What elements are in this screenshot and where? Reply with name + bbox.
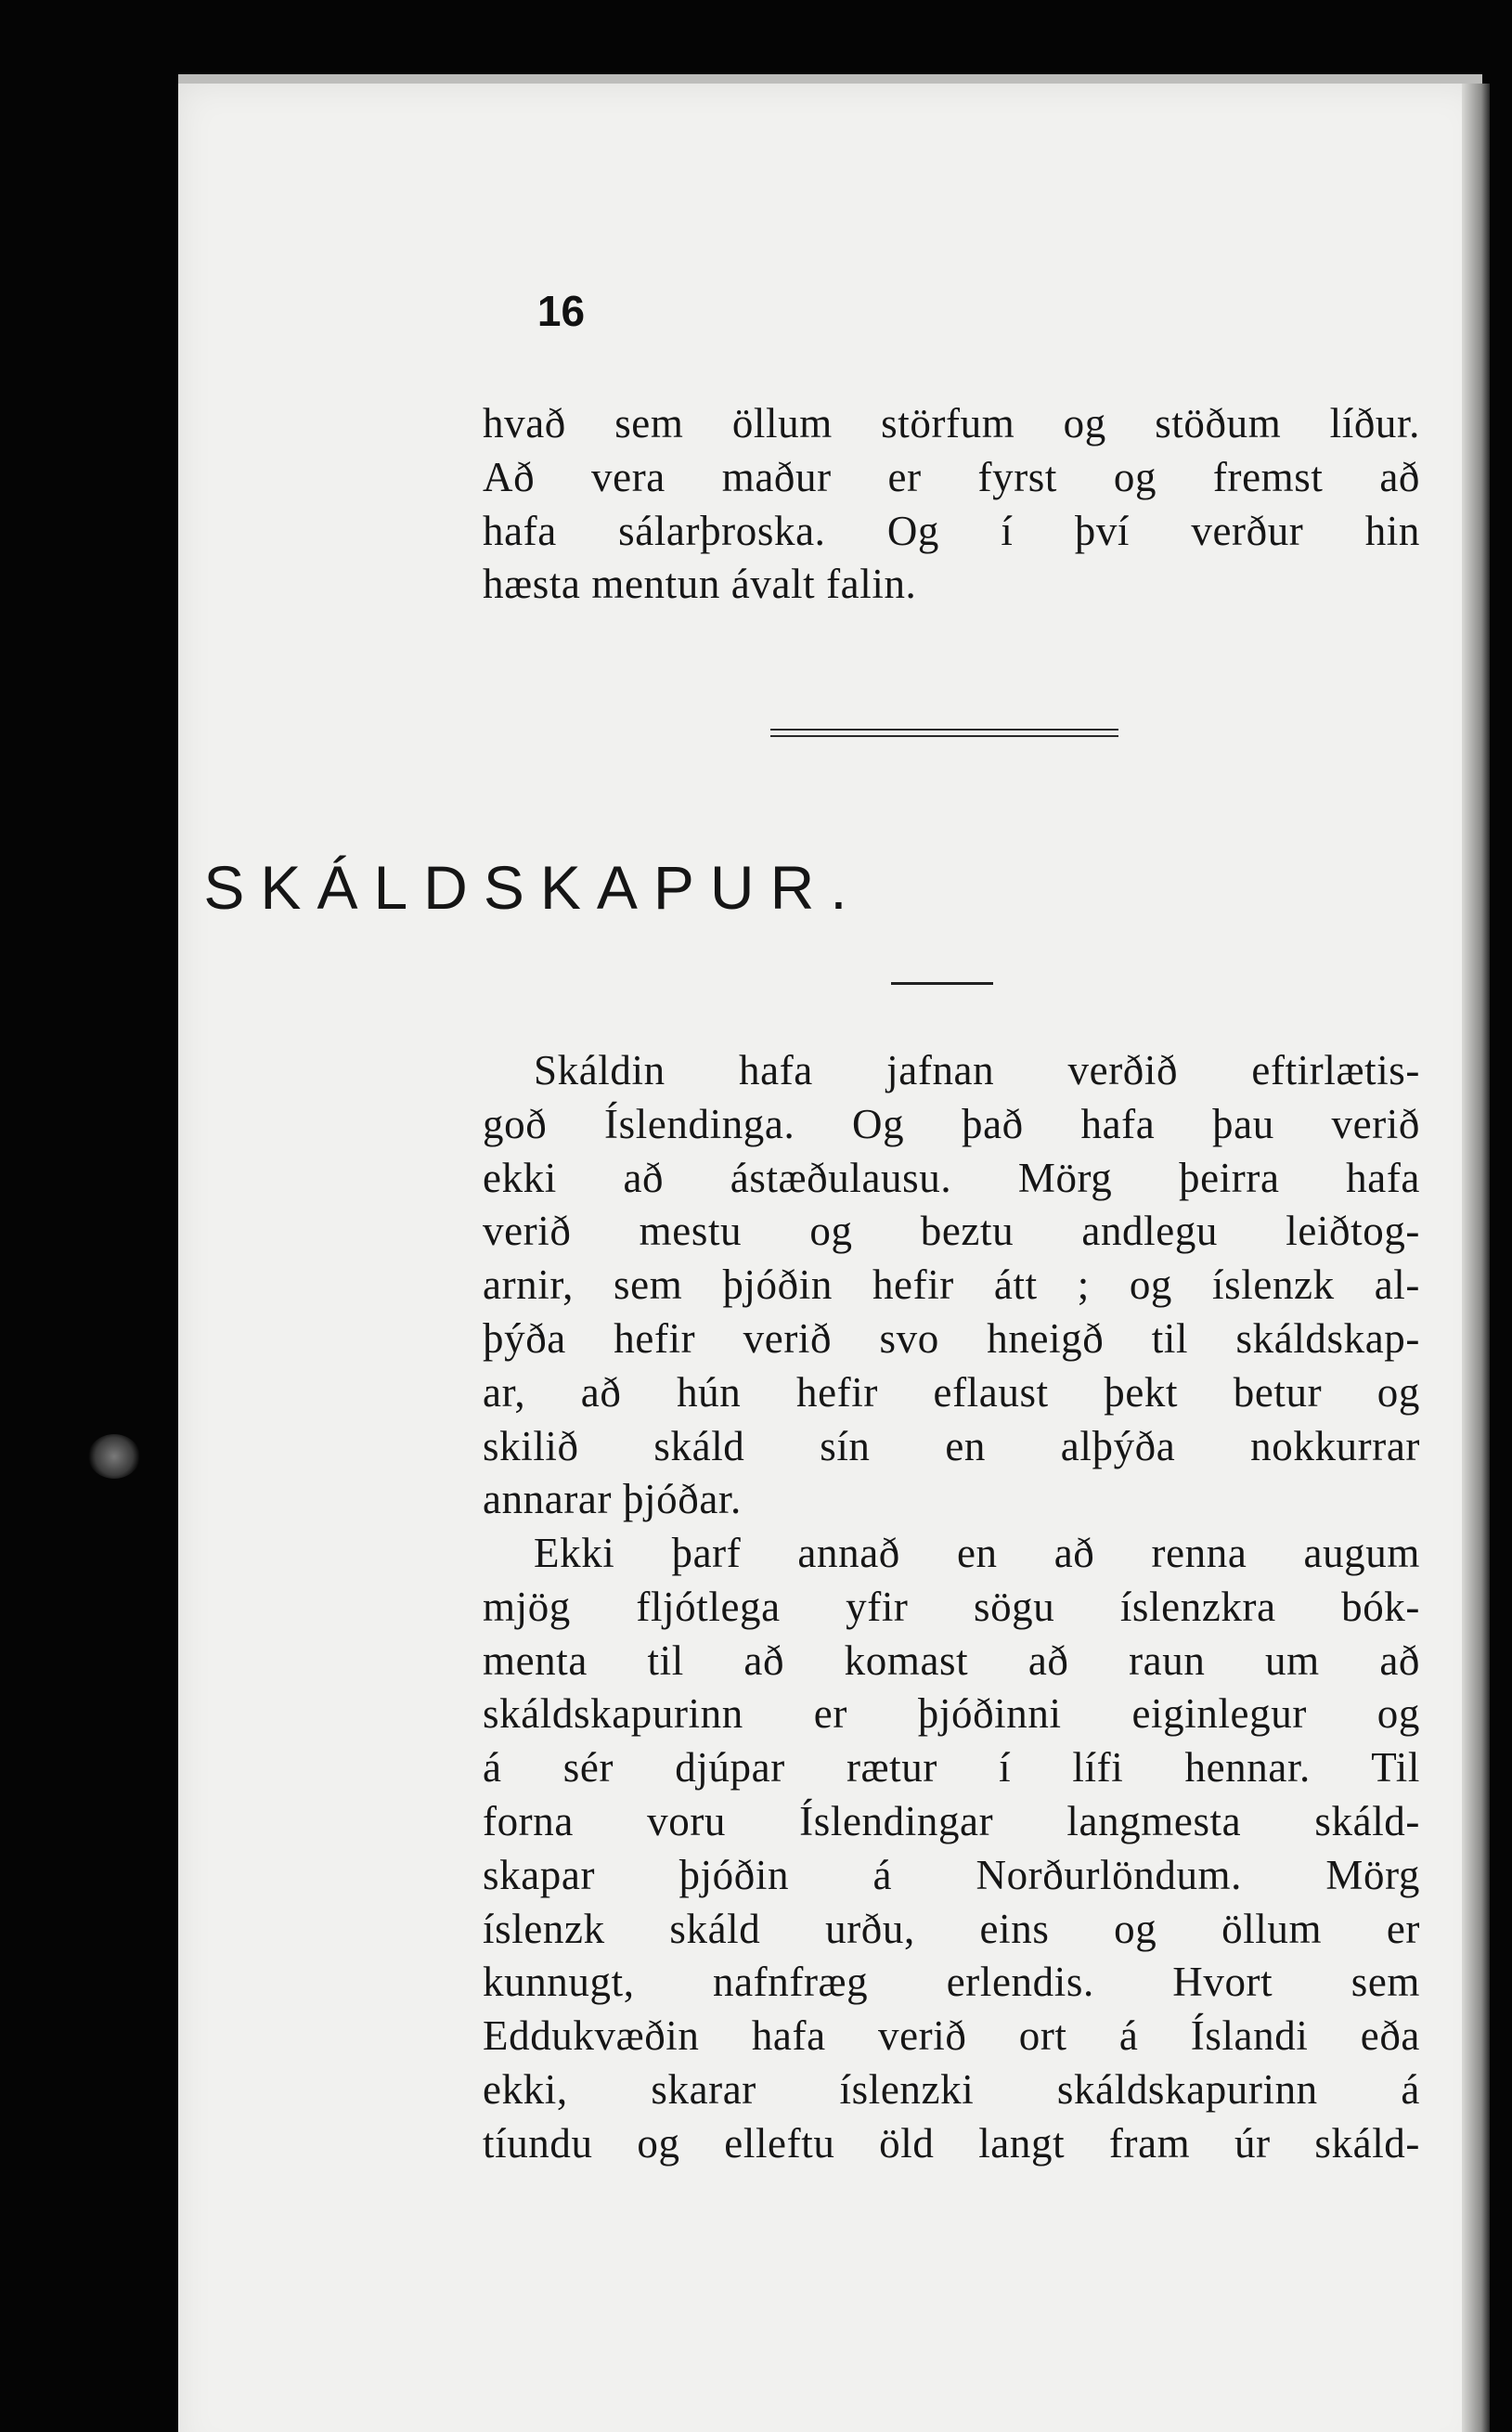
text-line: á sér djúpar rætur í lífi hennar. Til [483,1744,1420,1792]
text-line: annarar þjóðar. [483,1476,742,1523]
paragraph-3 [483,1527,1420,2171]
text-line: ekki, skarar íslenzki skáldskapurinn á [483,2065,1420,2113]
text-line: hæsta mentun ávalt falin. [483,561,917,608]
text-line: mjög fljótlega yfir sögu íslenzkra bók- [483,1583,1420,1630]
page-number: 16 [536,287,586,335]
text-line: ekki að ástæðulausu. Mörg þeirra hafa [483,1154,1420,1201]
page-fore-edge [1462,84,1490,2432]
text-line: Skáldin hafa jafnan verðið eftirlætis- [534,1047,1420,1093]
text-line: tíundu og elleftu öld langt fram úr skáld- [483,2119,1420,2167]
text-line: íslenzk skáld urðu, eins og öllum er [483,1905,1420,1952]
section-divider-double-rule [770,727,1118,740]
text-line: ar, að hún hefir eflaust þekt betur og [483,1368,1420,1416]
text-line: skapar þjóðin á Norðurlöndum. Mörg [483,1851,1420,1898]
text-line: skilið skáld sín en alþýða nokkurrar [483,1422,1420,1469]
heading-underline-rule [891,982,993,985]
text-line: þýða hefir verið svo hneigð til skáldskap- [483,1314,1420,1362]
text-line: Eddukvæðin hafa verið ort á Íslandi eða [483,2012,1420,2060]
text-line: kunnugt, nafnfræg erlendis. Hvort sem [483,1959,1420,2006]
text-line: goð Íslendinga. Og það hafa þau verið [483,1100,1420,1147]
text-line: Ekki þarf annað en að renna augum [534,1530,1420,1576]
section-heading: SKÁLDSKAPUR. [203,853,863,922]
text-line: menta til að komast að raun um að [483,1636,1420,1684]
text-line: Að vera maður er fyrst og fremst að [483,453,1420,500]
text-line: skáldskapurinn er þjóðinni eiginlegur og [483,1690,1420,1738]
paragraph-1 [483,397,1420,612]
text-line: forna voru Íslendingar langmesta skáld- [483,1797,1420,1844]
text-line: hafa sálarþroska. Og í því verður hin [483,507,1420,554]
text-line: hvað sem öllum störfum og stöðum líður. [483,400,1420,446]
text-line: arnir, sem þjóðin hefir átt ; og íslenzk al- [483,1261,1420,1309]
margin-smudge [88,1434,140,1479]
paragraph-2 [483,1044,1420,1527]
text-line: verið mestu og beztu andlegu leiðtog- [483,1208,1420,1255]
